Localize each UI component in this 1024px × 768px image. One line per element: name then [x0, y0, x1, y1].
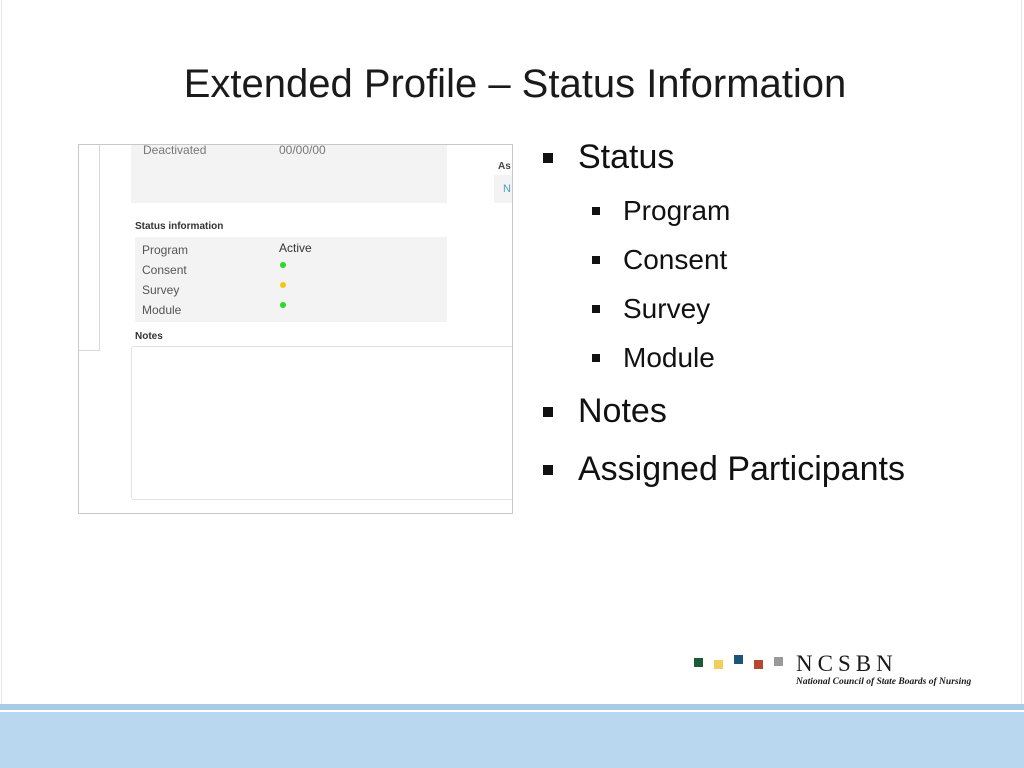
logo-tagline: National Council of State Boards of Nursing: [796, 677, 972, 687]
consent-status-dot-icon: [280, 262, 286, 268]
status-label-survey: Survey: [142, 283, 180, 297]
status-info-heading: Status information: [135, 221, 224, 232]
square-bullet-icon: [592, 256, 600, 264]
square-bullet-icon: [543, 465, 553, 475]
module-status-dot-icon: [280, 302, 286, 308]
square-bullet-icon: [543, 153, 553, 163]
assigned-heading-fragment: As: [498, 161, 511, 172]
footer-band: [0, 712, 1024, 768]
status-label-consent: Consent: [142, 263, 187, 277]
deactivated-label: Deactivated: [143, 144, 207, 157]
ncsbn-logo: [690, 652, 980, 692]
status-value-program: Active: [279, 241, 312, 255]
logo-square-icon: [714, 660, 723, 669]
notes-heading: Notes: [135, 331, 163, 342]
status-label-program: Program: [142, 243, 189, 257]
deactivated-value: 00/00/00: [279, 144, 326, 157]
profile-screenshot: [78, 144, 513, 514]
square-bullet-icon: [592, 305, 600, 313]
square-bullet-icon: [543, 407, 553, 417]
logo-square-icon: [694, 658, 703, 667]
square-bullet-icon: [592, 207, 600, 215]
survey-status-dot-icon: [280, 282, 286, 288]
status-label-module: Module: [142, 303, 182, 317]
panel-left-rule-foot: [79, 350, 100, 351]
logo-square-icon: [774, 657, 783, 666]
notes-textarea[interactable]: [131, 346, 513, 500]
square-bullet-icon: [592, 354, 600, 362]
slide-title: Extended Profile – Status Information: [183, 62, 847, 106]
logo-square-icon: [754, 660, 763, 669]
assigned-link-fragment[interactable]: N: [503, 183, 511, 195]
panel-left-rule: [99, 145, 100, 351]
logo-square-icon: [734, 655, 743, 664]
logo-wordmark: NCSBN: [796, 651, 898, 676]
